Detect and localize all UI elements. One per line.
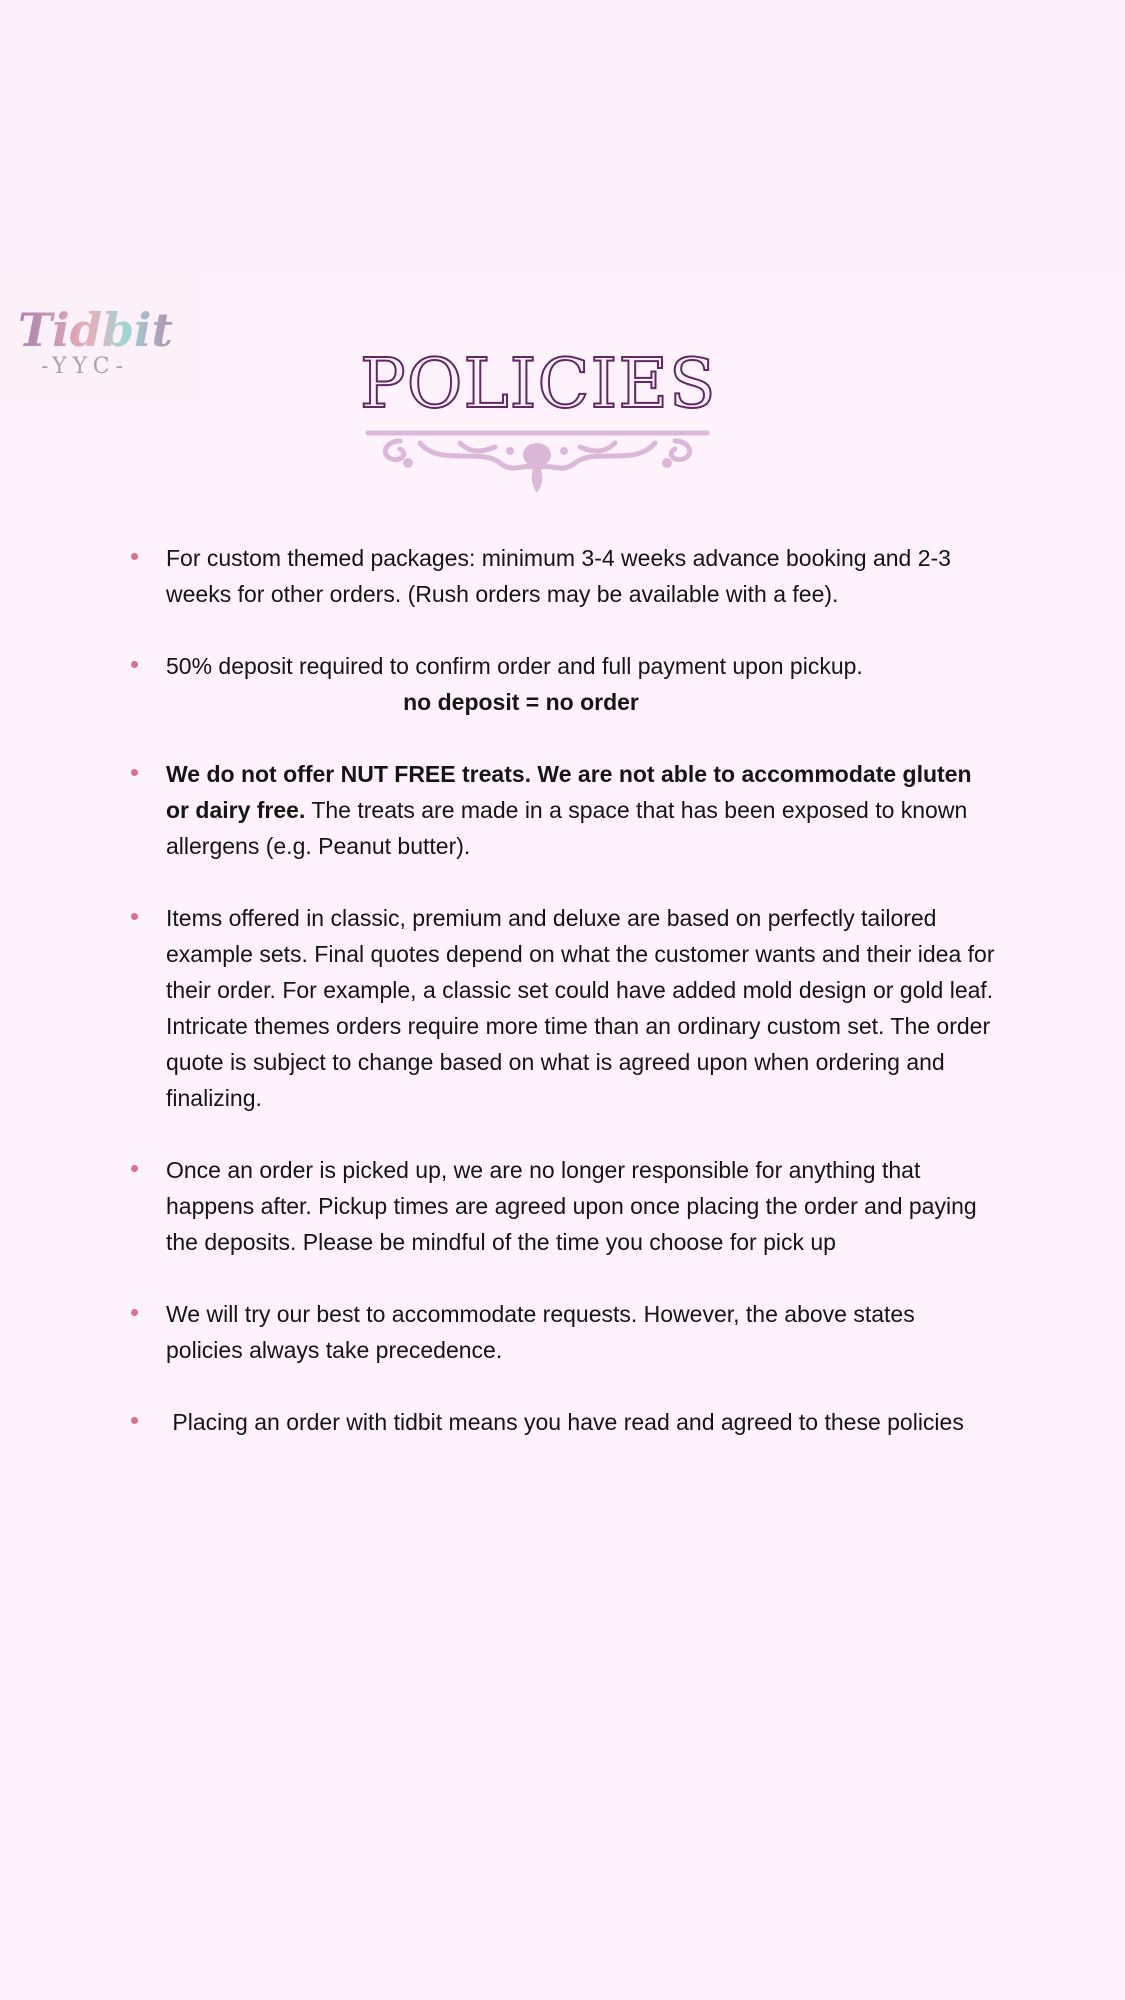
tidbit-logo [0, 272, 200, 402]
policy-deposit-warning: no deposit = no order [403, 689, 639, 715]
logo-brand-text: Tidbit [18, 303, 173, 357]
bullet-icon [131, 553, 138, 560]
policy-list [0, 540, 1125, 1476]
policy-text-main: The treats are made in a space that has been exposed to known allergens (e.g. Peanut butter). [166, 797, 968, 859]
bullet-icon [131, 1417, 138, 1424]
policy-text: For custom themed packages: minimum 3-4 weeks advance booking and 2-3 weeks for other orders. (Rush orders may be available with a fee). [166, 545, 951, 607]
bullet-icon [131, 1165, 138, 1172]
policy-item [0, 900, 1125, 1116]
policy-text: We will try our best to accommodate requests. However, the above states policies always take precedence. [166, 1301, 915, 1363]
policy-allergen-warning: We do not offer NUT FREE treats. We are not able to accommodate gluten or dairy free. [166, 761, 972, 823]
policy-item [0, 1296, 1125, 1368]
policy-item [0, 540, 1125, 612]
policy-item [0, 1152, 1125, 1260]
bullet-icon [131, 769, 138, 776]
policy-text [166, 648, 996, 720]
page-title: POLICIES [360, 345, 717, 424]
policy-item [0, 1404, 1125, 1440]
policy-text: Once an order is picked up, we are no longer responsible for anything that happens after. Pickup times are agreed upon once placing the order and paying the deposits. Please be mindful of the time you choose for pick up [166, 1157, 977, 1255]
policy-item [0, 648, 1125, 720]
policy-text: Items offered in classic, premium and deluxe are based on perfectly tailored example sets. Final quotes depend on what the customer wants and their idea for their order. For example, a classic set could have added mold design or gold leaf. Intricate themes orders require more time than an ordinary custom set. The order quote is subject to change based on what is agreed upon when ordering and finalizing. [166, 905, 995, 1111]
bullet-icon [131, 1309, 138, 1316]
policy-item [0, 756, 1125, 864]
top-blank-band [0, 0, 1125, 272]
policy-text: Placing an order with tidbit means you have read and agreed to these policies [166, 1409, 964, 1435]
policy-text-main: 50% deposit required to confirm order and full payment upon pickup. [166, 653, 863, 679]
scroll-ornament-icon [360, 421, 715, 495]
logo-sub-text: -YYC- [41, 354, 129, 379]
bullet-icon [131, 913, 138, 920]
bullet-icon [131, 661, 138, 668]
title-block [360, 345, 715, 495]
policy-text [166, 756, 996, 864]
